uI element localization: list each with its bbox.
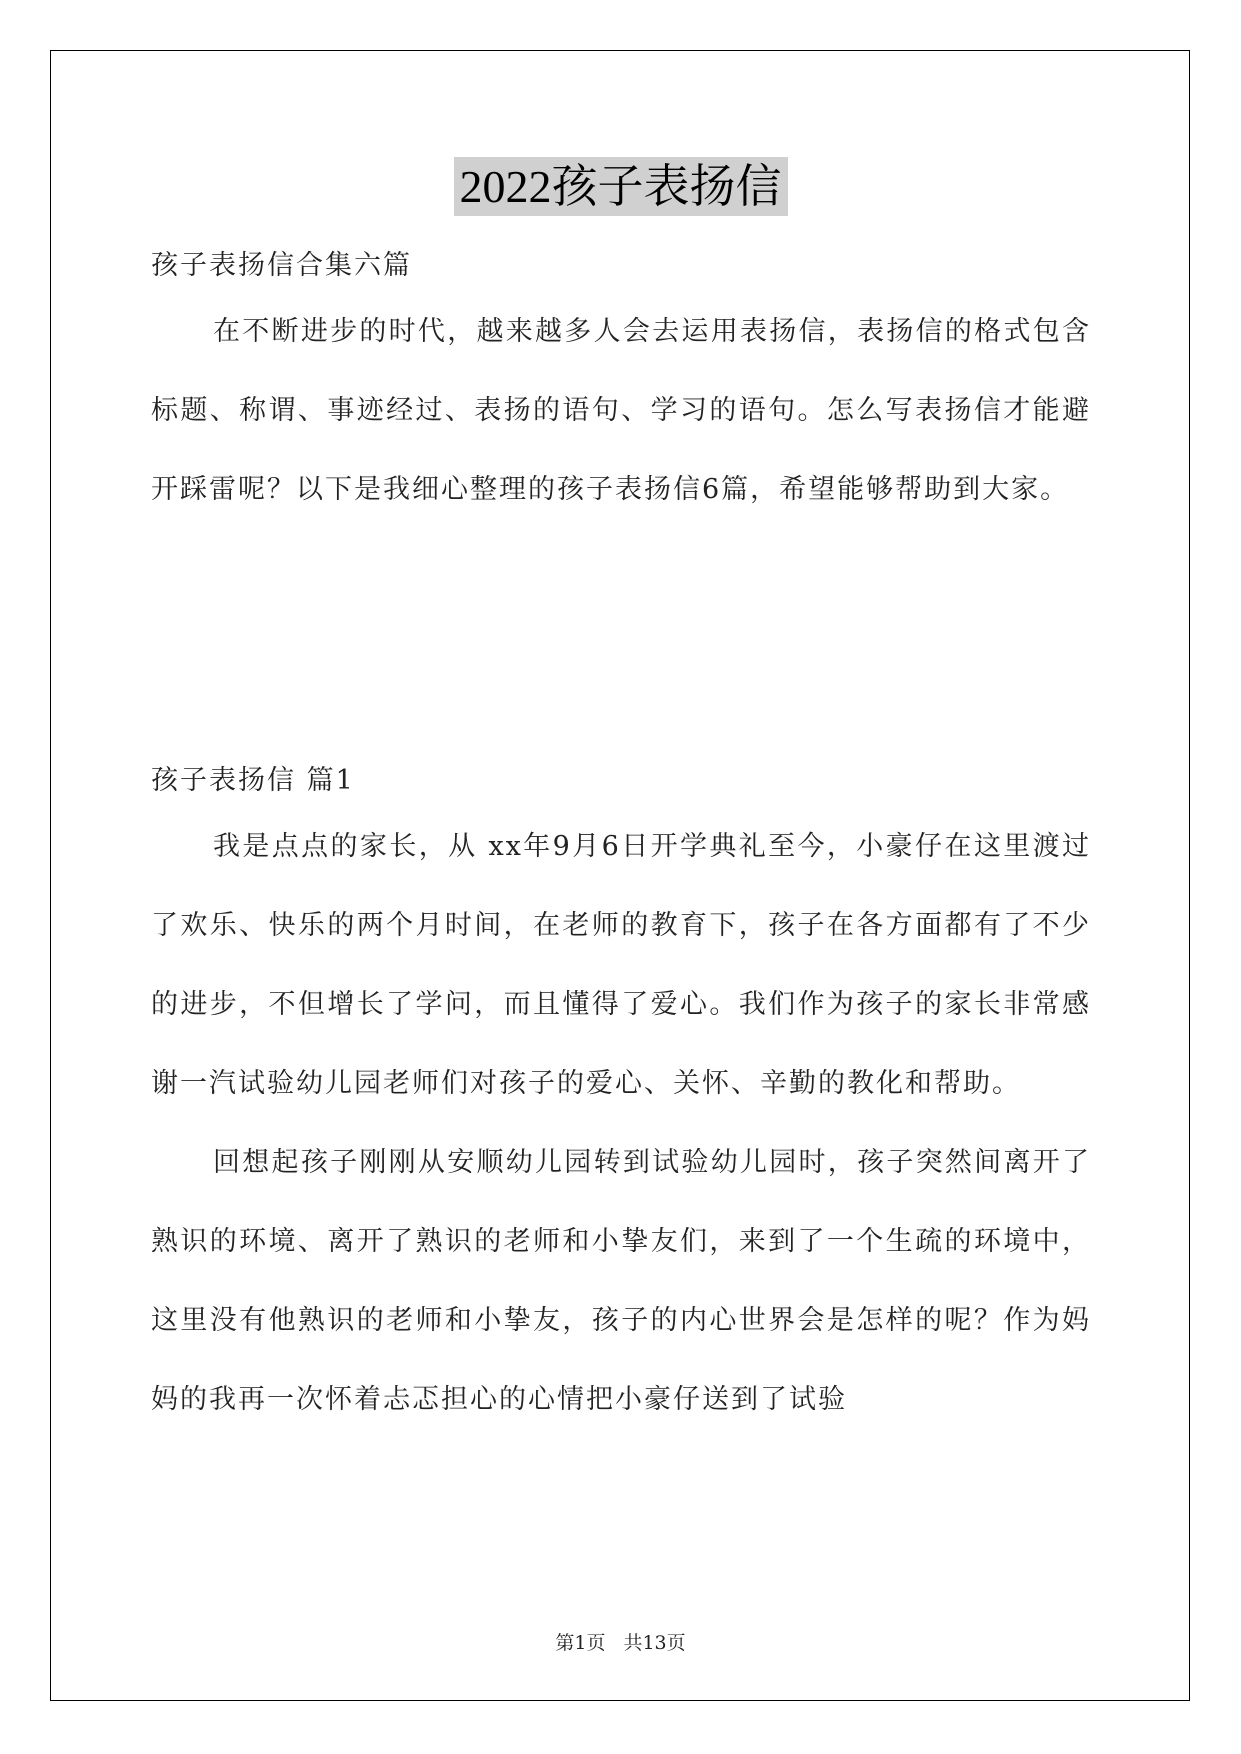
document-subtitle: 孩子表扬信合集六篇 xyxy=(151,250,412,281)
page-number: 第1页 xyxy=(555,1632,606,1654)
document-title xyxy=(0,150,1241,216)
intro-paragraph: 在不断进步的时代，越来越多人会去运用表扬信，表扬信的格式包含标题、称谓、事迹经过、表扬的语句、学习的语句。怎么写表扬信才能避开踩雷呢？以下是我细心整理的孩子表扬信6篇，希望能够帮助到大家。 xyxy=(151,316,1091,505)
document-title-text: 2022孩子表扬信 xyxy=(454,157,788,216)
page-total: 共13页 xyxy=(623,1632,686,1654)
body-paragraph-1: 我是点点的家长，从 xx年9月6日开学典礼至今，小豪仔在这里渡过了欢乐、快乐的两个月时间，在老师的教育下，孩子在各方面都有了不少的进步，不但增长了学问，而且懂得了爱心。我们作为孩子的家长非常感谢一汽试验幼儿园老师们对孩子的爱心、关怀、辛勤的教化和帮助。 xyxy=(151,831,1091,1099)
body-paragraph-2: 回想起孩子刚刚从安顺幼儿园转到试验幼儿园时，孩子突然间离开了熟识的环境、离开了熟识的老师和小挚友们，来到了一个生疏的环境中，这里没有他熟识的老师和小挚友，孩子的内心世界会是怎样的呢？作为妈妈的我再一次怀着忐忑担心的心情把小豪仔送到了试验 xyxy=(151,1147,1091,1415)
section-heading: 孩子表扬信 篇1 xyxy=(151,765,355,796)
page-footer xyxy=(0,1628,1241,1655)
